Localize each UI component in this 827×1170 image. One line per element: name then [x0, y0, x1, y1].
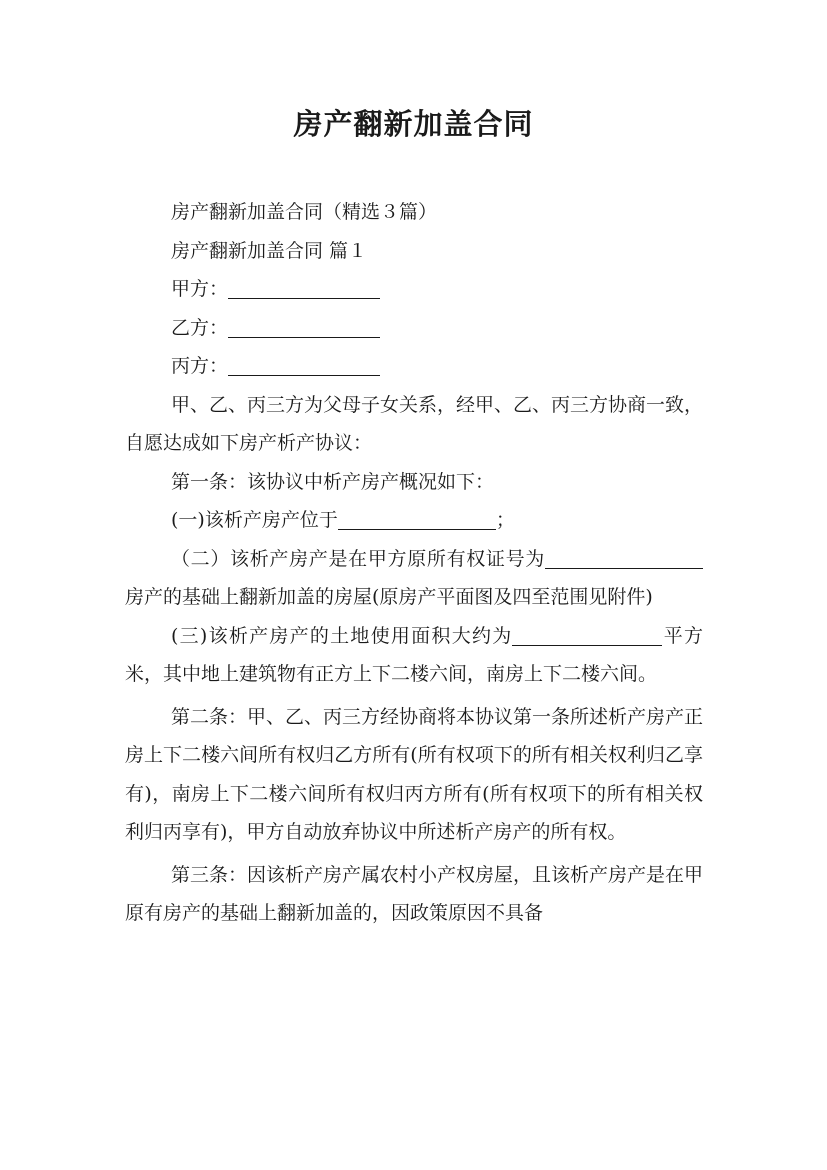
item-3-end: 平方米，其中地上建筑物有正方上下二楼六间，南房上下二楼六间。	[125, 624, 703, 685]
item-2-blank	[545, 544, 703, 569]
item-2-end: 房产的基础上翻新加盖的房屋(原房产平面图及四至范围见附件)	[125, 586, 653, 608]
party-b-line	[125, 309, 703, 348]
item-1-end: ；	[495, 509, 515, 531]
party-c-blank	[228, 351, 380, 376]
item-1-paragraph	[125, 501, 703, 540]
article-3-paragraph: 第三条：因该析产房产属农村小产权房屋，且该析产房产是在甲原有房产的基础上翻新加盖的，因政策原因不具备	[125, 863, 704, 924]
intro-paragraph: 甲、乙、丙三方为父母子女关系，经甲、乙、丙三方协商一致，自愿达成如下房产析产协议：	[125, 393, 704, 454]
item-3-blank	[512, 621, 662, 646]
item-3-text: (三)该析产房产的土地使用面积大约为	[171, 624, 513, 647]
party-b-label: 乙方：	[171, 316, 229, 339]
party-c-label: 丙方：	[171, 355, 229, 377]
item-1-blank	[338, 505, 496, 530]
item-2-paragraph	[125, 540, 703, 617]
article-2-paragraph: 第二条：甲、乙、丙三方经协商将本协议第一条所述析产房产正房上下二楼六间所有权归乙方所有(所有权项下的所有相关权利归乙享有)，南房上下二楼六间所有权归丙方所有(所有权项下的所有相关权利归丙享有)，甲方自动放弃协议中所述析产房产的所有权。	[125, 705, 704, 843]
part-heading: 房产翻新加盖合同 篇１	[171, 239, 368, 262]
document-body	[125, 193, 703, 933]
item-3-paragraph	[125, 617, 703, 694]
party-c-line	[125, 347, 703, 386]
item-2-text: （二）该析产房产是在甲方原所有权证号为	[171, 547, 545, 570]
party-a-line	[125, 270, 703, 309]
party-a-label: 甲方：	[171, 278, 229, 300]
party-a-blank	[228, 274, 380, 299]
subtitle: 房产翻新加盖合同（精选３篇）	[171, 201, 438, 223]
party-b-blank	[228, 313, 380, 338]
item-1-text: (一)该析产房产位于	[171, 509, 338, 531]
document-title: 房产翻新加盖合同	[293, 107, 534, 141]
article-1-heading: 第一条：该协议中析产房产概况如下：	[171, 470, 495, 493]
